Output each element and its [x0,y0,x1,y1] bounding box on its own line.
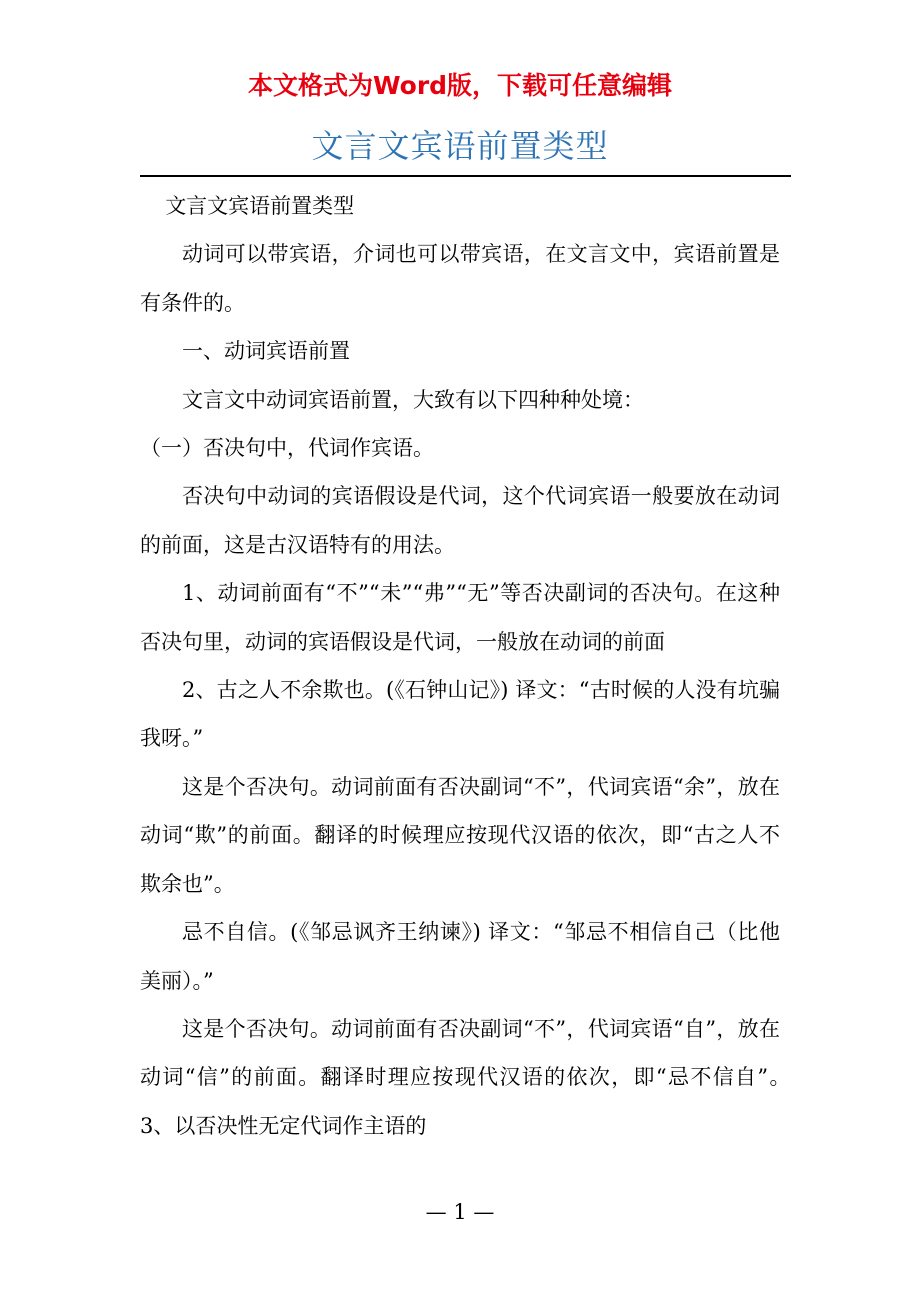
document-body [140,182,808,1150]
paragraph-intro: 动词可以带宾语，介词也可以带宾语，在文言文中，宾语前置是有条件的。 [140,242,780,315]
subsection-heading-negation: （一）否决句中，代词作宾语。 [140,436,434,461]
section-heading-verb-object: 一、动词宾语前置 [182,339,350,364]
paragraph-item-2-example: 2、古之人不余欺也。(《石钟山记》) 译文：“古时候的人没有坑骗我呀。” [140,678,780,751]
document-title: 文言文宾语前置类型 [311,127,609,165]
title-underline-divider [140,175,791,177]
paragraph-example-zouji: 忌不自信。(《邹忌讽齐王纳谏》) 译文：“邹忌不相信自己（比他美丽）。” [140,920,780,993]
paragraph-subtitle: 文言文宾语前置类型 [165,194,355,218]
paragraph-negation-rule: 否决句中动词的宾语假设是代词，这个代词宾语一般要放在动词的前面，这是古汉语特有的用法。 [140,484,780,557]
paragraph-four-cases: 文言文中动词宾语前置，大致有以下四种种处境： [182,387,644,412]
page-number: — 1 — [425,1200,495,1224]
paragraph-item-1: 1、动词前面有“不”“未”“弗”“无”等否决副词的否决句。在这种否决句里，动词的宾语假设是代词，一般放在动词的前面 [140,581,780,654]
paragraph-example-explanation-1: 这是个否决句。动词前面有否决副词“不”，代词宾语“余”，放在动词“欺”的前面。翻译的时候理应按现代汉语的依次，即“古之人不欺余也”。 [140,774,780,896]
download-banner: 本文格式为Word版，下载可任意编辑 [247,71,673,100]
paragraph-example-explanation-2: 这是个否决句。动词前面有否决副词“不”，代词宾语“自”，放在动词“信”的前面。翻译时理应按现代汉语的依次，即“忌不信自”。 3、以否决性无定代词作主语的 [140,1016,808,1138]
